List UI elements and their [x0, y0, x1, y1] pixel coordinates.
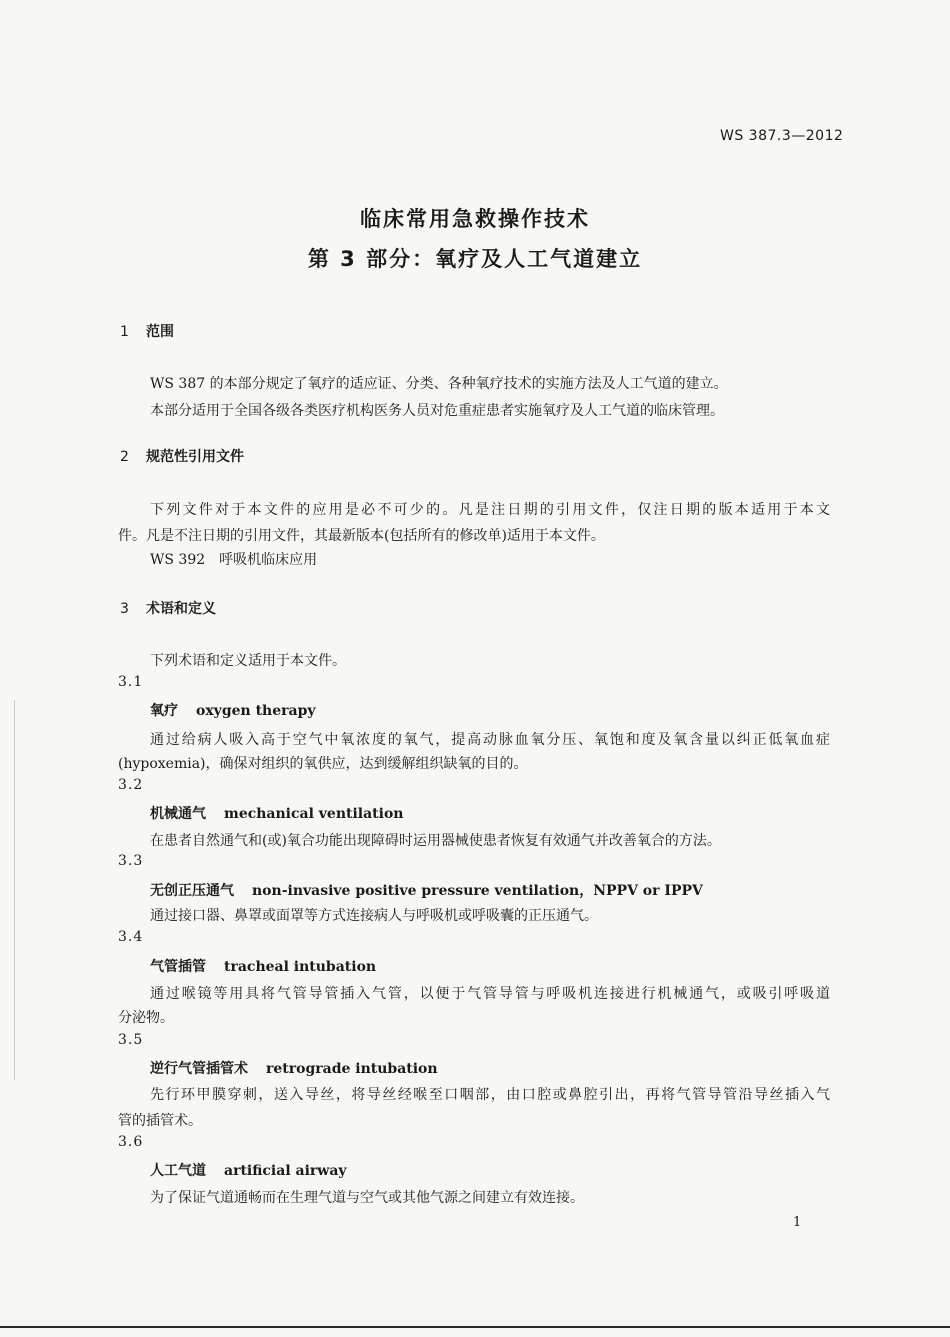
- term-definition: 通过喉镜等用具将气管导管插入气管，以便于气管导管与呼吸机连接进行机械通气，或吸引呼吸道: [150, 986, 830, 1002]
- term-definition: 在患者自然通气和(或)氧合功能出现障碍时运用器械使患者恢复有效通气并改善氧合的方法。: [150, 833, 721, 849]
- clause-number: 3.5: [118, 1032, 144, 1048]
- section-heading: [120, 321, 174, 341]
- normative-reference: WS 392 呼吸机临床应用: [150, 552, 318, 568]
- term-en: tracheal intubation: [224, 959, 377, 975]
- term-zh: 气管插管: [150, 959, 206, 975]
- paragraph: 下列术语和定义适用于本文件。: [150, 653, 346, 669]
- section-title: 范围: [146, 324, 174, 340]
- term-definition: 先行环甲膜穿刺，送入导丝，将导丝经喉至口咽部，由口腔或鼻腔引出，再将气管导管沿导丝插入气: [150, 1087, 830, 1103]
- term-definition: 通过给病人吸入高于空气中氧浓度的氧气，提高动脉血氧分压、氧饱和度及氧含量以纠正低氧血症: [150, 732, 830, 748]
- term-entry: [150, 1160, 347, 1180]
- paragraph: WS 387 的本部分规定了氧疗的适应证、分类、各种氧疗技术的实施方法及人工气道的建立。: [150, 376, 728, 392]
- term-zh: 机械通气: [150, 806, 206, 822]
- term-entry: [150, 803, 403, 823]
- paragraph: 下列文件对于本文件的应用是必不可少的。凡是注日期的引用文件，仅注日期的版本适用于本文: [150, 502, 830, 518]
- clause-number: 3.4: [118, 929, 144, 945]
- term-en: oxygen therapy: [196, 703, 316, 719]
- section-title: 规范性引用文件: [146, 449, 244, 465]
- document-title: 临床常用急救操作技术: [360, 207, 590, 231]
- term-definition: 通过接口器、鼻罩或面罩等方式连接病人与呼吸机或呼吸囊的正压通气。: [150, 908, 598, 924]
- term-definition: 为了保证气道通畅而在生理气道与空气或其他气源之间建立有效连接。: [150, 1190, 584, 1206]
- standard-number: WS 387.3—2012: [720, 128, 844, 144]
- term-zh: 氧疗: [150, 703, 178, 719]
- term-definition-continuation: 管的插管术。: [118, 1113, 202, 1129]
- term-zh: 无创正压通气: [150, 883, 234, 899]
- term-entry: [150, 700, 316, 720]
- clause-number: 3.1: [118, 674, 144, 690]
- term-zh: 人工气道: [150, 1163, 206, 1179]
- term-definition-continuation: (hypoxemia)，确保对组织的氧供应，达到缓解组织缺氧的目的。: [118, 756, 528, 772]
- section-number: 3: [120, 601, 129, 617]
- document-subtitle: 第 3 部分：氧疗及人工气道建立: [307, 247, 643, 271]
- term-en: retrograde intubation: [266, 1061, 438, 1077]
- term-en: non-invasive positive pressure ventilation，NPPV or IPPV: [252, 883, 703, 899]
- scan-edge-line: [14, 700, 15, 1080]
- paragraph-continuation: 件。凡是不注日期的引用文件，其最新版本(包括所有的修改单)适用于本文件。: [118, 528, 605, 544]
- page-number: 1: [793, 1215, 802, 1230]
- term-entry: [150, 880, 703, 900]
- clause-number: 3.3: [118, 853, 144, 869]
- term-entry: [150, 1058, 438, 1078]
- section-title: 术语和定义: [146, 601, 216, 617]
- term-zh: 逆行气管插管术: [150, 1061, 248, 1077]
- term-entry: [150, 956, 376, 976]
- section-heading: [120, 598, 216, 618]
- term-definition-continuation: 分泌物。: [118, 1010, 174, 1026]
- clause-number: 3.2: [118, 777, 144, 793]
- scan-bottom-edge: [0, 1326, 950, 1328]
- term-en: artificial airway: [224, 1163, 347, 1179]
- term-en: mechanical ventilation: [224, 806, 404, 822]
- clause-number: 3.6: [118, 1134, 144, 1150]
- section-heading: [120, 446, 244, 466]
- paragraph: 本部分适用于全国各级各类医疗机构医务人员对危重症患者实施氧疗及人工气道的临床管理。: [150, 403, 724, 419]
- section-number: 1: [120, 324, 129, 340]
- section-number: 2: [120, 449, 129, 465]
